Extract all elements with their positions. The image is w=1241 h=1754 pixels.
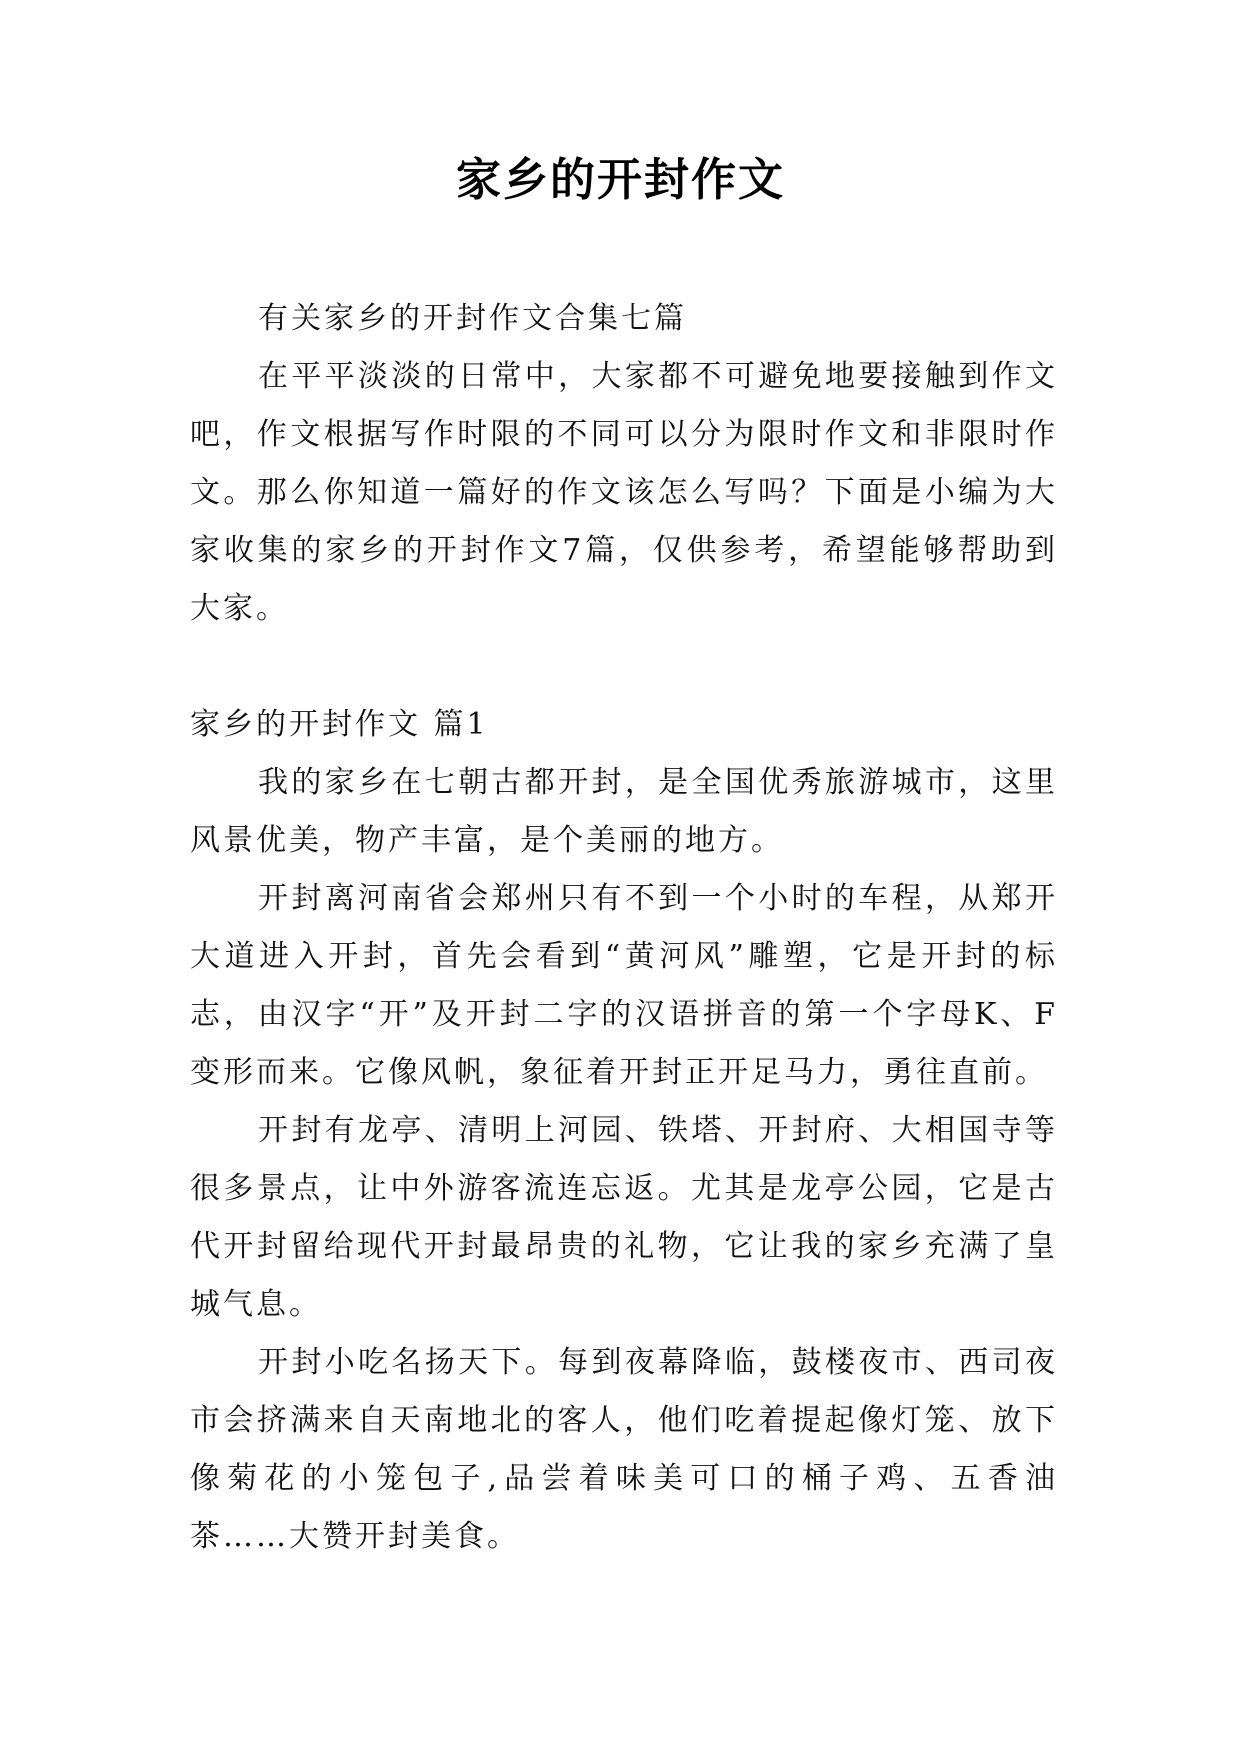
intro-paragraph: 在平平淡淡的日常中，大家都不可避免地要接触到作文吧，作文根据写作时限的不同可以分为限时作文和非限时作文。那么你知道一篇好的作文该怎么写吗？下面是小编为大家收集的家乡的开封作文7篇，仅供参考，希望能够帮助到大家。 <box>190 359 1058 626</box>
body-paragraph: 开封离河南省会郑州只有不到一个小时的车程，从郑开大道进入开封，首先会看到“黄河风”雕塑，它是开封的标志，由汉字“开”及开封二字的汉语拼音的第一个字母K、F变形而来。它像风帆，象征着开封正开足马力，勇往直前。 <box>190 881 1058 1090</box>
document-title: 家乡的开封作文 <box>455 153 785 206</box>
intro-heading: 有关家乡的开封作文合集七篇 <box>258 301 687 336</box>
body-paragraph: 开封小吃名扬天下。每到夜幕降临，鼓楼夜市、西司夜市会挤满来自天南地北的客人，他们吃着提起像灯笼、放下像菊花的小笼包子,品尝着味美可口的桶子鸡、五香油茶……大赞开封美食。 <box>190 1345 1058 1554</box>
body-paragraph: 我的家乡在七朝古都开封，是全国优秀旅游城市，这里风景优美，物产丰富，是个美丽的地方。 <box>190 765 1058 858</box>
body-paragraph: 开封有龙亭、清明上河园、铁塔、开封府、大相国寺等很多景点，让中外游客流连忘返。尤其是龙亭公园，它是古代开封留给现代开封最昂贵的礼物，它让我的家乡充满了皇城气息。 <box>190 1113 1058 1322</box>
section-heading: 家乡的开封作文 篇1 <box>190 707 489 742</box>
document-body <box>190 290 1058 1566</box>
